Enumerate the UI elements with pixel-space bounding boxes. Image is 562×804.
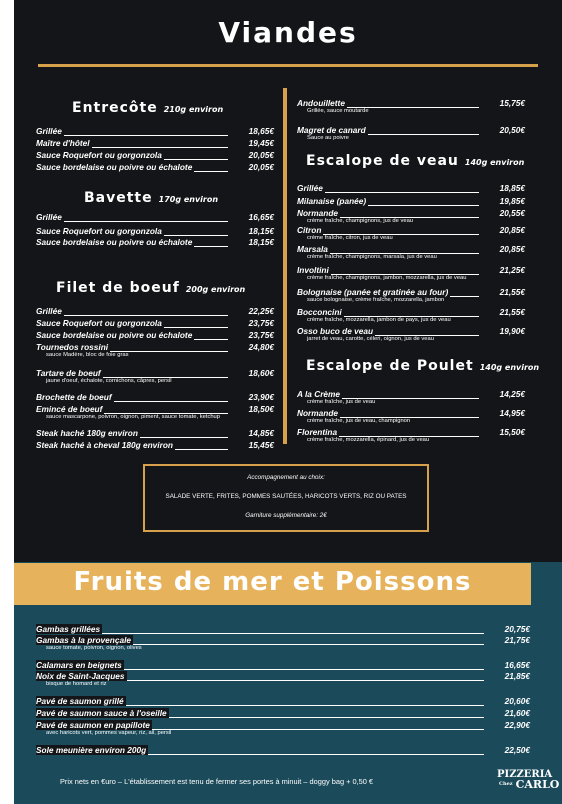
bavette-note: 170g environ xyxy=(158,195,219,204)
item-name: Tartare de boeuf xyxy=(36,368,101,378)
item-price: 20,60€ xyxy=(504,696,530,706)
item-name: Sauce bordelaise ou poivre ou échalote xyxy=(36,162,193,172)
item-description: sauce bolognaise, crème fraîche, mozzarella, jambon xyxy=(307,297,445,303)
item-name: Normande xyxy=(297,208,339,218)
menu-item xyxy=(36,237,274,249)
menu-item xyxy=(297,389,525,405)
item-name: Bocconcini xyxy=(297,307,342,317)
menu-item xyxy=(297,208,525,224)
menu-item xyxy=(297,183,525,195)
item-name: Magret de canard xyxy=(297,125,366,135)
item-price: 23,75€ xyxy=(248,330,274,340)
item-name: Milanaise (panée) xyxy=(297,196,367,206)
item-price: 20,55€ xyxy=(499,208,525,218)
menu-item xyxy=(36,212,274,224)
item-name: Bolognaise (panée et gratinée au four) xyxy=(297,287,449,297)
item-name: Pavé de saumon grillé xyxy=(36,696,124,706)
item-name: Pavé de saumon en papillote xyxy=(36,720,150,730)
bavette-title-text: Bavette xyxy=(84,190,153,206)
item-price: 20,75€ xyxy=(504,624,530,634)
item-description: sauce mascarpone, poivron, oignon, piment, sauce tomate, ketchup xyxy=(46,414,221,420)
item-name: Gambas grillées xyxy=(36,624,101,634)
item-price: 14,95€ xyxy=(499,408,525,418)
menu-item xyxy=(36,392,274,404)
fruits-title: Fruits de mer et Poissons xyxy=(73,567,472,597)
item-price: 21,55€ xyxy=(499,287,525,297)
menu-item xyxy=(36,671,530,687)
item-price: 20,05€ xyxy=(248,162,274,172)
item-name: Sole meunière environ 200g xyxy=(36,745,147,755)
filet-note: 200g environ xyxy=(185,285,246,294)
logo-line3: CARLO xyxy=(515,778,560,791)
item-name: Sauce Roquefort ou gorgonzola xyxy=(36,318,162,328)
menu-item xyxy=(36,162,274,174)
item-description: crème fraîche, mozzarella, jambon de pays, jus de veau xyxy=(307,317,451,323)
bavette-title xyxy=(84,190,218,206)
accompagnement-title: Accompagnement au choix: xyxy=(247,474,325,481)
logo-line1: PIZZERIA xyxy=(497,769,553,780)
item-name: Steak haché à cheval 180g environ xyxy=(36,440,173,450)
menu-item xyxy=(36,150,274,162)
menu-item xyxy=(36,330,274,342)
menu-item xyxy=(297,307,525,323)
item-name: Grillée xyxy=(36,212,62,222)
item-price: 18,85€ xyxy=(499,183,525,193)
menu-item xyxy=(297,326,525,342)
menu-item xyxy=(36,318,274,330)
escalope-veau-note: 140g environ xyxy=(464,158,525,167)
item-description: crème fraîche, mozzarella, épinard, jus de veau xyxy=(307,437,430,443)
item-description: Grillée, sauce moutarde xyxy=(307,108,369,114)
menu-item xyxy=(36,404,274,420)
item-name: Grillée xyxy=(297,183,323,193)
item-name: Sauce bordelaise ou poivre ou échalote xyxy=(36,237,193,247)
item-name: Andouillette xyxy=(297,98,345,108)
item-name: Gambas à la provençale xyxy=(36,635,132,645)
escalope-veau-title xyxy=(306,153,524,169)
item-description: crème fraîche, champignons, jus de veau xyxy=(307,218,414,224)
menu-item xyxy=(36,696,530,708)
item-price: 15,45€ xyxy=(248,440,274,450)
item-description: crème fraîche, champignons, jambon, mozzarella, jus de veau xyxy=(307,275,467,281)
item-description: crème fraîche, champignons, marsala, jus de veau xyxy=(307,254,437,260)
item-price: 18,15€ xyxy=(248,226,274,236)
viandes-title: Viandes xyxy=(218,16,358,49)
filet-title-text: Filet de boeuf xyxy=(56,280,180,296)
item-name: Osso buco de veau xyxy=(297,326,374,336)
item-name: Normande xyxy=(297,408,339,418)
leader-line xyxy=(36,315,228,316)
menu-item xyxy=(297,196,525,208)
escalope-poulet-title xyxy=(306,358,539,374)
accompagnement-choices: SALADE VERTE, FRITES, POMMES SAUTÉES, HARICOTS VERTS, RIZ OU PATES xyxy=(165,493,407,500)
item-name: Citron xyxy=(297,225,322,235)
item-price: 21,85€ xyxy=(504,671,530,681)
item-name: Pavé de saumon sauce à l'oseille xyxy=(36,708,167,718)
menu-item xyxy=(36,440,274,452)
item-description: crème fraîche, jus de veau, champignon xyxy=(307,418,411,424)
item-price: 21,55€ xyxy=(499,307,525,317)
leader-line xyxy=(36,633,484,634)
item-name: A la Crème xyxy=(297,389,341,399)
item-name: Steak haché 180g environ xyxy=(36,428,138,438)
item-price: 23,90€ xyxy=(248,392,274,402)
menu-item xyxy=(36,342,274,358)
item-price: 18,65€ xyxy=(248,126,274,136)
menu-item xyxy=(297,408,525,424)
menu-item xyxy=(36,138,274,150)
filet-title xyxy=(56,280,245,296)
item-name: Tournedos rossini xyxy=(36,342,109,352)
item-name: Noix de Saint-Jacques xyxy=(36,671,125,681)
menu-item xyxy=(297,225,525,241)
column-divider xyxy=(283,88,287,444)
menu-item xyxy=(36,306,274,318)
item-description: sauce tomate, poivron, oignon, olives xyxy=(46,645,142,651)
item-price: 18,60€ xyxy=(248,368,274,378)
item-price: 21,25€ xyxy=(499,265,525,275)
item-price: 16,65€ xyxy=(248,212,274,222)
accompagnement-box xyxy=(143,464,429,532)
item-description: jarret de veau, carotte, céleri, oignon, jus de veau xyxy=(307,336,434,342)
item-price: 14,25€ xyxy=(499,389,525,399)
escalope-veau-title-text: Escalope de veau xyxy=(306,153,459,169)
item-description: crème fraîche, citron, jus de veau xyxy=(307,235,393,241)
item-price: 22,50€ xyxy=(504,745,530,755)
item-price: 19,45€ xyxy=(248,138,274,148)
entrecote-title xyxy=(72,100,223,116)
menu-item xyxy=(36,745,530,757)
item-name: Sauce Roquefort ou gorgonzola xyxy=(36,226,162,236)
logo-line2: Chez xyxy=(499,781,513,787)
item-price: 15,75€ xyxy=(499,98,525,108)
item-description: crème fraîche, jus de veau xyxy=(307,399,376,405)
item-name: Grillée xyxy=(36,306,62,316)
item-name: Calamars en beignets xyxy=(36,660,122,670)
item-name: Emincé de boeuf xyxy=(36,404,103,414)
menu-item xyxy=(297,427,525,443)
item-price: 22,90€ xyxy=(504,720,530,730)
leader-line xyxy=(36,135,228,136)
item-price: 18,15€ xyxy=(248,237,274,247)
item-description: jaune d'oeuf, échalote, cornichons, câpres, persil xyxy=(46,378,172,384)
item-name: Involtini xyxy=(297,265,329,275)
item-price: 19,90€ xyxy=(499,326,525,336)
item-price: 15,50€ xyxy=(499,427,525,437)
menu-item xyxy=(297,125,525,141)
item-price: 18,50€ xyxy=(248,404,274,414)
item-price: 19,85€ xyxy=(499,196,525,206)
entrecote-note: 210g environ xyxy=(163,105,224,114)
item-description: bisque de homard et riz xyxy=(46,681,107,687)
item-price: 21,60€ xyxy=(504,708,530,718)
leader-line xyxy=(36,221,228,222)
item-price: 20,50€ xyxy=(499,125,525,135)
item-name: Sauce Roquefort ou gorgonzola xyxy=(36,150,162,160)
escalope-poulet-title-text: Escalope de Poulet xyxy=(306,358,474,374)
footer-note: Prix nets en €uro – L'établissement est tenu de fermer ses portes à minuit – doggy bag + 0,50 € xyxy=(60,777,374,786)
item-price: 20,85€ xyxy=(499,244,525,254)
item-price: 24,80€ xyxy=(248,342,274,352)
menu-item xyxy=(297,287,525,303)
menu-item xyxy=(36,428,274,440)
item-price: 20,05€ xyxy=(248,150,274,160)
item-description: Sauce au poivre xyxy=(307,135,349,141)
item-name: Maître d'hôtel xyxy=(36,138,90,148)
item-price: 20,85€ xyxy=(499,225,525,235)
menu-item xyxy=(36,126,274,138)
item-name: Marsala xyxy=(297,244,328,254)
menu-item xyxy=(297,244,525,260)
garniture-supplement: Garniture supplémentaire: 2€ xyxy=(245,512,327,519)
item-name: Grillée xyxy=(36,126,62,136)
item-price: 23,75€ xyxy=(248,318,274,328)
menu-item xyxy=(36,635,530,651)
item-price: 21,75€ xyxy=(504,635,530,645)
item-name: Florentina xyxy=(297,427,338,437)
pizzeria-logo xyxy=(497,770,559,789)
item-price: 14,85€ xyxy=(248,428,274,438)
item-name: Brochette de boeuf xyxy=(36,392,112,402)
item-price: 16,65€ xyxy=(504,660,530,670)
item-description: sauce Madère, bloc de foie gras xyxy=(46,352,129,358)
menu-item xyxy=(297,98,525,114)
menu-item xyxy=(36,708,530,720)
title-underline xyxy=(38,64,538,67)
menu-item xyxy=(36,720,530,736)
menu-item xyxy=(36,368,274,384)
entrecote-title-text: Entrecôte xyxy=(72,100,158,116)
item-price: 22,25€ xyxy=(248,306,274,316)
escalope-poulet-note: 140g environ xyxy=(479,363,540,372)
item-description: avec haricots vert, pommes vapeur, riz, ail, persil xyxy=(46,730,172,736)
item-name: Sauce bordelaise ou poivre ou échalote xyxy=(36,330,193,340)
menu-item xyxy=(297,265,525,281)
